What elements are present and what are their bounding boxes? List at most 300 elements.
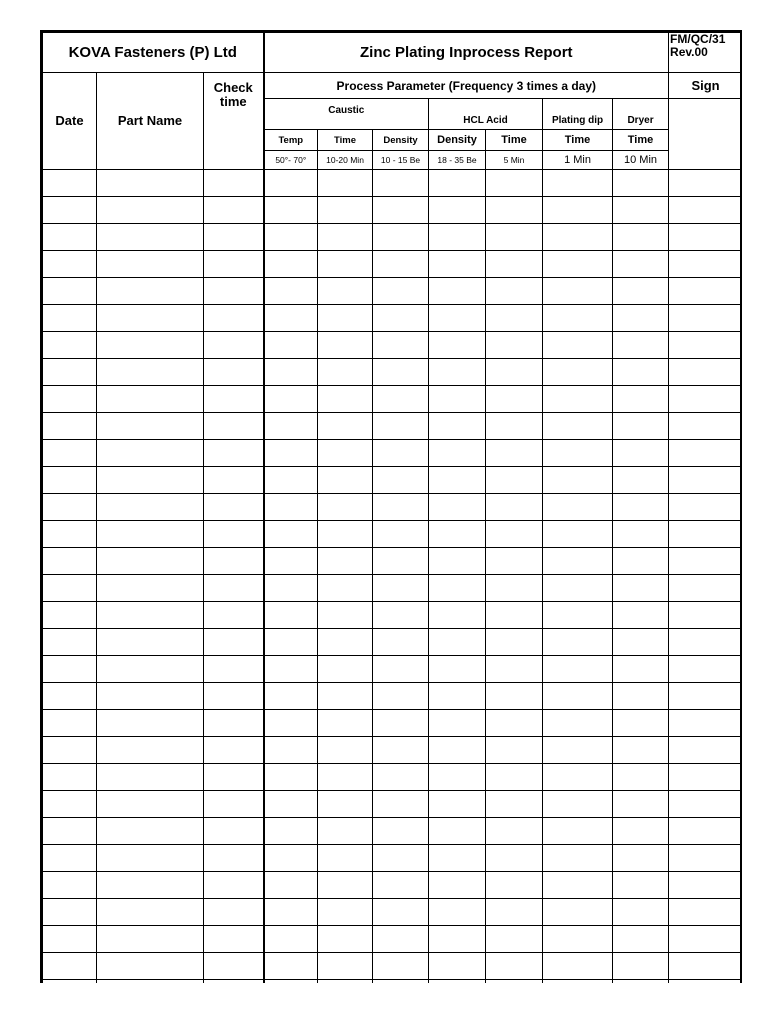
check-time-cell[interactable] xyxy=(204,845,264,872)
caustic-time-cell[interactable] xyxy=(318,332,373,359)
hcl-density-cell[interactable] xyxy=(429,737,486,764)
caustic-temp-cell[interactable] xyxy=(264,548,318,575)
part-name-cell[interactable] xyxy=(97,737,204,764)
dryer-time-cell[interactable] xyxy=(613,548,669,575)
dryer-time-cell[interactable] xyxy=(613,764,669,791)
part-name-cell[interactable] xyxy=(97,494,204,521)
sign-cell[interactable] xyxy=(669,656,742,683)
plating-time-cell[interactable] xyxy=(543,440,613,467)
check-time-cell[interactable] xyxy=(204,440,264,467)
dryer-time-cell[interactable] xyxy=(613,575,669,602)
plating-time-cell[interactable] xyxy=(543,683,613,710)
hcl-density-cell[interactable] xyxy=(429,980,486,984)
caustic-density-cell[interactable] xyxy=(373,575,429,602)
date-cell[interactable] xyxy=(43,467,97,494)
dryer-time-cell[interactable] xyxy=(613,953,669,980)
caustic-temp-cell[interactable] xyxy=(264,251,318,278)
plating-time-cell[interactable] xyxy=(543,845,613,872)
caustic-density-cell[interactable] xyxy=(373,440,429,467)
hcl-time-cell[interactable] xyxy=(486,197,543,224)
caustic-density-cell[interactable] xyxy=(373,305,429,332)
dryer-time-cell[interactable] xyxy=(613,818,669,845)
plating-time-cell[interactable] xyxy=(543,818,613,845)
check-time-cell[interactable] xyxy=(204,980,264,984)
caustic-time-cell[interactable] xyxy=(318,818,373,845)
check-time-cell[interactable] xyxy=(204,170,264,197)
plating-time-cell[interactable] xyxy=(543,764,613,791)
check-time-cell[interactable] xyxy=(204,899,264,926)
date-cell[interactable] xyxy=(43,710,97,737)
caustic-time-cell[interactable] xyxy=(318,467,373,494)
caustic-temp-cell[interactable] xyxy=(264,926,318,953)
part-name-cell[interactable] xyxy=(97,899,204,926)
hcl-density-cell[interactable] xyxy=(429,818,486,845)
check-time-cell[interactable] xyxy=(204,467,264,494)
plating-time-cell[interactable] xyxy=(543,953,613,980)
part-name-cell[interactable] xyxy=(97,197,204,224)
caustic-time-cell[interactable] xyxy=(318,386,373,413)
date-cell[interactable] xyxy=(43,656,97,683)
part-name-cell[interactable] xyxy=(97,683,204,710)
check-time-cell[interactable] xyxy=(204,278,264,305)
caustic-time-cell[interactable] xyxy=(318,791,373,818)
hcl-density-cell[interactable] xyxy=(429,602,486,629)
caustic-time-cell[interactable] xyxy=(318,170,373,197)
part-name-cell[interactable] xyxy=(97,818,204,845)
plating-time-cell[interactable] xyxy=(543,980,613,984)
date-cell[interactable] xyxy=(43,602,97,629)
check-time-cell[interactable] xyxy=(204,386,264,413)
date-cell[interactable] xyxy=(43,899,97,926)
sign-cell[interactable] xyxy=(669,872,742,899)
check-time-cell[interactable] xyxy=(204,494,264,521)
caustic-time-cell[interactable] xyxy=(318,440,373,467)
check-time-cell[interactable] xyxy=(204,737,264,764)
plating-time-cell[interactable] xyxy=(543,656,613,683)
sign-cell[interactable] xyxy=(669,791,742,818)
plating-time-cell[interactable] xyxy=(543,251,613,278)
date-cell[interactable] xyxy=(43,278,97,305)
caustic-temp-cell[interactable] xyxy=(264,710,318,737)
hcl-density-cell[interactable] xyxy=(429,197,486,224)
date-cell[interactable] xyxy=(43,953,97,980)
plating-time-cell[interactable] xyxy=(543,278,613,305)
hcl-density-cell[interactable] xyxy=(429,629,486,656)
caustic-time-cell[interactable] xyxy=(318,413,373,440)
check-time-cell[interactable] xyxy=(204,683,264,710)
check-time-cell[interactable] xyxy=(204,791,264,818)
hcl-time-cell[interactable] xyxy=(486,764,543,791)
dryer-time-cell[interactable] xyxy=(613,251,669,278)
hcl-time-cell[interactable] xyxy=(486,656,543,683)
hcl-time-cell[interactable] xyxy=(486,413,543,440)
caustic-temp-cell[interactable] xyxy=(264,683,318,710)
dryer-time-cell[interactable] xyxy=(613,386,669,413)
date-cell[interactable] xyxy=(43,413,97,440)
part-name-cell[interactable] xyxy=(97,224,204,251)
dryer-time-cell[interactable] xyxy=(613,872,669,899)
caustic-temp-cell[interactable] xyxy=(264,980,318,984)
sign-cell[interactable] xyxy=(669,899,742,926)
hcl-density-cell[interactable] xyxy=(429,845,486,872)
plating-time-cell[interactable] xyxy=(543,602,613,629)
check-time-cell[interactable] xyxy=(204,548,264,575)
date-cell[interactable] xyxy=(43,683,97,710)
plating-time-cell[interactable] xyxy=(543,332,613,359)
caustic-density-cell[interactable] xyxy=(373,386,429,413)
part-name-cell[interactable] xyxy=(97,791,204,818)
date-cell[interactable] xyxy=(43,170,97,197)
part-name-cell[interactable] xyxy=(97,764,204,791)
sign-cell[interactable] xyxy=(669,278,742,305)
caustic-density-cell[interactable] xyxy=(373,980,429,984)
check-time-cell[interactable] xyxy=(204,818,264,845)
check-time-cell[interactable] xyxy=(204,197,264,224)
caustic-density-cell[interactable] xyxy=(373,764,429,791)
caustic-time-cell[interactable] xyxy=(318,575,373,602)
hcl-time-cell[interactable] xyxy=(486,791,543,818)
hcl-time-cell[interactable] xyxy=(486,953,543,980)
dryer-time-cell[interactable] xyxy=(613,224,669,251)
caustic-density-cell[interactable] xyxy=(373,521,429,548)
plating-time-cell[interactable] xyxy=(543,899,613,926)
sign-cell[interactable] xyxy=(669,305,742,332)
caustic-density-cell[interactable] xyxy=(373,170,429,197)
caustic-time-cell[interactable] xyxy=(318,629,373,656)
hcl-density-cell[interactable] xyxy=(429,791,486,818)
part-name-cell[interactable] xyxy=(97,980,204,984)
check-time-cell[interactable] xyxy=(204,224,264,251)
caustic-density-cell[interactable] xyxy=(373,602,429,629)
plating-time-cell[interactable] xyxy=(543,305,613,332)
dryer-time-cell[interactable] xyxy=(613,413,669,440)
caustic-temp-cell[interactable] xyxy=(264,521,318,548)
caustic-time-cell[interactable] xyxy=(318,251,373,278)
caustic-time-cell[interactable] xyxy=(318,899,373,926)
caustic-time-cell[interactable] xyxy=(318,845,373,872)
date-cell[interactable] xyxy=(43,764,97,791)
part-name-cell[interactable] xyxy=(97,656,204,683)
caustic-density-cell[interactable] xyxy=(373,737,429,764)
caustic-temp-cell[interactable] xyxy=(264,602,318,629)
part-name-cell[interactable] xyxy=(97,359,204,386)
plating-time-cell[interactable] xyxy=(543,872,613,899)
sign-cell[interactable] xyxy=(669,440,742,467)
part-name-cell[interactable] xyxy=(97,548,204,575)
date-cell[interactable] xyxy=(43,305,97,332)
date-cell[interactable] xyxy=(43,386,97,413)
check-time-cell[interactable] xyxy=(204,305,264,332)
dryer-time-cell[interactable] xyxy=(613,467,669,494)
caustic-temp-cell[interactable] xyxy=(264,332,318,359)
hcl-time-cell[interactable] xyxy=(486,305,543,332)
caustic-time-cell[interactable] xyxy=(318,683,373,710)
sign-cell[interactable] xyxy=(669,521,742,548)
dryer-time-cell[interactable] xyxy=(613,791,669,818)
sign-cell[interactable] xyxy=(669,818,742,845)
hcl-density-cell[interactable] xyxy=(429,872,486,899)
plating-time-cell[interactable] xyxy=(543,170,613,197)
sign-cell[interactable] xyxy=(669,845,742,872)
plating-time-cell[interactable] xyxy=(543,197,613,224)
date-cell[interactable] xyxy=(43,224,97,251)
check-time-cell[interactable] xyxy=(204,521,264,548)
sign-cell[interactable] xyxy=(669,710,742,737)
caustic-time-cell[interactable] xyxy=(318,710,373,737)
dryer-time-cell[interactable] xyxy=(613,980,669,984)
caustic-density-cell[interactable] xyxy=(373,548,429,575)
hcl-density-cell[interactable] xyxy=(429,575,486,602)
part-name-cell[interactable] xyxy=(97,305,204,332)
caustic-density-cell[interactable] xyxy=(373,359,429,386)
hcl-density-cell[interactable] xyxy=(429,548,486,575)
part-name-cell[interactable] xyxy=(97,251,204,278)
hcl-time-cell[interactable] xyxy=(486,818,543,845)
check-time-cell[interactable] xyxy=(204,872,264,899)
dryer-time-cell[interactable] xyxy=(613,737,669,764)
check-time-cell[interactable] xyxy=(204,656,264,683)
check-time-cell[interactable] xyxy=(204,602,264,629)
sign-cell[interactable] xyxy=(669,737,742,764)
sign-cell[interactable] xyxy=(669,602,742,629)
hcl-time-cell[interactable] xyxy=(486,359,543,386)
sign-cell[interactable] xyxy=(669,170,742,197)
plating-time-cell[interactable] xyxy=(543,413,613,440)
plating-time-cell[interactable] xyxy=(543,467,613,494)
dryer-time-cell[interactable] xyxy=(613,170,669,197)
hcl-density-cell[interactable] xyxy=(429,386,486,413)
part-name-cell[interactable] xyxy=(97,278,204,305)
hcl-time-cell[interactable] xyxy=(486,629,543,656)
caustic-temp-cell[interactable] xyxy=(264,170,318,197)
hcl-time-cell[interactable] xyxy=(486,278,543,305)
caustic-temp-cell[interactable] xyxy=(264,413,318,440)
caustic-time-cell[interactable] xyxy=(318,548,373,575)
sign-cell[interactable] xyxy=(669,764,742,791)
caustic-temp-cell[interactable] xyxy=(264,386,318,413)
hcl-density-cell[interactable] xyxy=(429,278,486,305)
caustic-time-cell[interactable] xyxy=(318,953,373,980)
hcl-time-cell[interactable] xyxy=(486,872,543,899)
sign-cell[interactable] xyxy=(669,953,742,980)
caustic-time-cell[interactable] xyxy=(318,224,373,251)
caustic-time-cell[interactable] xyxy=(318,980,373,984)
caustic-time-cell[interactable] xyxy=(318,359,373,386)
caustic-temp-cell[interactable] xyxy=(264,197,318,224)
sign-cell[interactable] xyxy=(669,197,742,224)
hcl-time-cell[interactable] xyxy=(486,980,543,984)
caustic-time-cell[interactable] xyxy=(318,602,373,629)
caustic-time-cell[interactable] xyxy=(318,926,373,953)
plating-time-cell[interactable] xyxy=(543,791,613,818)
date-cell[interactable] xyxy=(43,548,97,575)
dryer-time-cell[interactable] xyxy=(613,602,669,629)
caustic-time-cell[interactable] xyxy=(318,764,373,791)
part-name-cell[interactable] xyxy=(97,629,204,656)
caustic-density-cell[interactable] xyxy=(373,224,429,251)
hcl-time-cell[interactable] xyxy=(486,386,543,413)
dryer-time-cell[interactable] xyxy=(613,440,669,467)
check-time-cell[interactable] xyxy=(204,953,264,980)
plating-time-cell[interactable] xyxy=(543,521,613,548)
caustic-time-cell[interactable] xyxy=(318,737,373,764)
dryer-time-cell[interactable] xyxy=(613,683,669,710)
check-time-cell[interactable] xyxy=(204,764,264,791)
hcl-time-cell[interactable] xyxy=(486,602,543,629)
hcl-density-cell[interactable] xyxy=(429,305,486,332)
caustic-time-cell[interactable] xyxy=(318,305,373,332)
part-name-cell[interactable] xyxy=(97,467,204,494)
caustic-temp-cell[interactable] xyxy=(264,305,318,332)
caustic-temp-cell[interactable] xyxy=(264,575,318,602)
hcl-density-cell[interactable] xyxy=(429,332,486,359)
dryer-time-cell[interactable] xyxy=(613,305,669,332)
sign-cell[interactable] xyxy=(669,413,742,440)
hcl-density-cell[interactable] xyxy=(429,494,486,521)
caustic-density-cell[interactable] xyxy=(373,818,429,845)
date-cell[interactable] xyxy=(43,197,97,224)
check-time-cell[interactable] xyxy=(204,332,264,359)
hcl-density-cell[interactable] xyxy=(429,710,486,737)
plating-time-cell[interactable] xyxy=(543,575,613,602)
caustic-temp-cell[interactable] xyxy=(264,467,318,494)
hcl-time-cell[interactable] xyxy=(486,548,543,575)
hcl-density-cell[interactable] xyxy=(429,764,486,791)
check-time-cell[interactable] xyxy=(204,629,264,656)
caustic-temp-cell[interactable] xyxy=(264,737,318,764)
caustic-time-cell[interactable] xyxy=(318,521,373,548)
sign-cell[interactable] xyxy=(669,467,742,494)
hcl-time-cell[interactable] xyxy=(486,845,543,872)
caustic-density-cell[interactable] xyxy=(373,197,429,224)
caustic-time-cell[interactable] xyxy=(318,197,373,224)
part-name-cell[interactable] xyxy=(97,575,204,602)
date-cell[interactable] xyxy=(43,359,97,386)
caustic-density-cell[interactable] xyxy=(373,629,429,656)
dryer-time-cell[interactable] xyxy=(613,332,669,359)
date-cell[interactable] xyxy=(43,494,97,521)
hcl-density-cell[interactable] xyxy=(429,359,486,386)
hcl-density-cell[interactable] xyxy=(429,251,486,278)
caustic-temp-cell[interactable] xyxy=(264,818,318,845)
hcl-time-cell[interactable] xyxy=(486,170,543,197)
plating-time-cell[interactable] xyxy=(543,737,613,764)
caustic-temp-cell[interactable] xyxy=(264,953,318,980)
part-name-cell[interactable] xyxy=(97,602,204,629)
caustic-temp-cell[interactable] xyxy=(264,629,318,656)
caustic-density-cell[interactable] xyxy=(373,710,429,737)
caustic-density-cell[interactable] xyxy=(373,845,429,872)
caustic-time-cell[interactable] xyxy=(318,656,373,683)
dryer-time-cell[interactable] xyxy=(613,494,669,521)
dryer-time-cell[interactable] xyxy=(613,656,669,683)
dryer-time-cell[interactable] xyxy=(613,899,669,926)
caustic-density-cell[interactable] xyxy=(373,791,429,818)
sign-cell[interactable] xyxy=(669,629,742,656)
hcl-time-cell[interactable] xyxy=(486,683,543,710)
hcl-time-cell[interactable] xyxy=(486,575,543,602)
hcl-time-cell[interactable] xyxy=(486,467,543,494)
dryer-time-cell[interactable] xyxy=(613,926,669,953)
date-cell[interactable] xyxy=(43,521,97,548)
sign-cell[interactable] xyxy=(669,251,742,278)
part-name-cell[interactable] xyxy=(97,710,204,737)
hcl-density-cell[interactable] xyxy=(429,899,486,926)
check-time-cell[interactable] xyxy=(204,575,264,602)
date-cell[interactable] xyxy=(43,332,97,359)
dryer-time-cell[interactable] xyxy=(613,629,669,656)
part-name-cell[interactable] xyxy=(97,170,204,197)
caustic-density-cell[interactable] xyxy=(373,872,429,899)
sign-cell[interactable] xyxy=(669,926,742,953)
check-time-cell[interactable] xyxy=(204,359,264,386)
caustic-temp-cell[interactable] xyxy=(264,764,318,791)
hcl-density-cell[interactable] xyxy=(429,926,486,953)
date-cell[interactable] xyxy=(43,575,97,602)
hcl-time-cell[interactable] xyxy=(486,440,543,467)
dryer-time-cell[interactable] xyxy=(613,359,669,386)
plating-time-cell[interactable] xyxy=(543,494,613,521)
hcl-time-cell[interactable] xyxy=(486,224,543,251)
hcl-time-cell[interactable] xyxy=(486,926,543,953)
sign-cell[interactable] xyxy=(669,575,742,602)
caustic-density-cell[interactable] xyxy=(373,899,429,926)
dryer-time-cell[interactable] xyxy=(613,845,669,872)
hcl-density-cell[interactable] xyxy=(429,656,486,683)
sign-cell[interactable] xyxy=(669,494,742,521)
part-name-cell[interactable] xyxy=(97,332,204,359)
date-cell[interactable] xyxy=(43,251,97,278)
caustic-temp-cell[interactable] xyxy=(264,494,318,521)
caustic-density-cell[interactable] xyxy=(373,683,429,710)
hcl-time-cell[interactable] xyxy=(486,494,543,521)
caustic-temp-cell[interactable] xyxy=(264,359,318,386)
date-cell[interactable] xyxy=(43,737,97,764)
dryer-time-cell[interactable] xyxy=(613,710,669,737)
caustic-density-cell[interactable] xyxy=(373,413,429,440)
caustic-density-cell[interactable] xyxy=(373,656,429,683)
hcl-density-cell[interactable] xyxy=(429,683,486,710)
caustic-temp-cell[interactable] xyxy=(264,899,318,926)
sign-cell[interactable] xyxy=(669,332,742,359)
plating-time-cell[interactable] xyxy=(543,926,613,953)
sign-cell[interactable] xyxy=(669,548,742,575)
plating-time-cell[interactable] xyxy=(543,386,613,413)
date-cell[interactable] xyxy=(43,872,97,899)
dryer-time-cell[interactable] xyxy=(613,278,669,305)
caustic-temp-cell[interactable] xyxy=(264,224,318,251)
caustic-temp-cell[interactable] xyxy=(264,278,318,305)
plating-time-cell[interactable] xyxy=(543,629,613,656)
sign-cell[interactable] xyxy=(669,386,742,413)
sign-cell[interactable] xyxy=(669,980,742,984)
caustic-time-cell[interactable] xyxy=(318,872,373,899)
part-name-cell[interactable] xyxy=(97,521,204,548)
caustic-density-cell[interactable] xyxy=(373,494,429,521)
caustic-density-cell[interactable] xyxy=(373,251,429,278)
caustic-density-cell[interactable] xyxy=(373,332,429,359)
dryer-time-cell[interactable] xyxy=(613,521,669,548)
date-cell[interactable] xyxy=(43,629,97,656)
plating-time-cell[interactable] xyxy=(543,224,613,251)
sign-cell[interactable] xyxy=(669,224,742,251)
caustic-time-cell[interactable] xyxy=(318,278,373,305)
plating-time-cell[interactable] xyxy=(543,359,613,386)
hcl-density-cell[interactable] xyxy=(429,413,486,440)
dryer-time-cell[interactable] xyxy=(613,197,669,224)
sign-cell[interactable] xyxy=(669,359,742,386)
date-cell[interactable] xyxy=(43,845,97,872)
